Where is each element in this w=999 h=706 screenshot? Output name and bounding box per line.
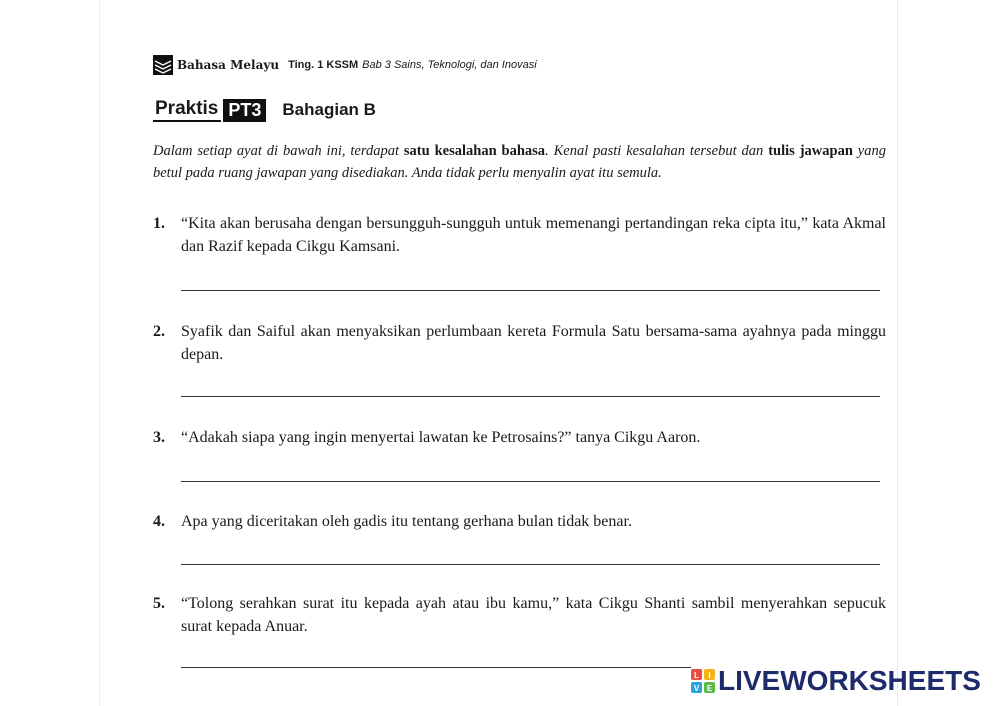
instructions: [153, 140, 886, 184]
answer-field-5[interactable]: [181, 667, 691, 668]
question-1: [153, 212, 886, 258]
answer-field-2[interactable]: [181, 396, 880, 397]
question-3: [153, 426, 886, 449]
question-number: 4.: [153, 513, 165, 530]
instructions-text: . Kenal pasti kesalahan tersebut dan: [545, 143, 769, 159]
instructions-emphasis: tulis jawapan: [768, 143, 853, 159]
pt3-badge: PT3: [223, 99, 266, 122]
question-number: 2.: [153, 323, 165, 340]
praktis-label: Praktis: [153, 98, 221, 122]
question-text: “Adakah siapa yang ingin menyertai lawatan ke Petrosains?” tanya Cikgu Aaron.: [181, 429, 701, 446]
book-title: Bahasa Melayu: [177, 58, 280, 72]
form-level: Ting. 1 KSSM: [288, 59, 359, 71]
liveworksheets-logo: [691, 667, 981, 695]
question-5: [153, 592, 886, 638]
bahagian-label: Bahagian B: [282, 100, 376, 119]
instructions-text: yang betul pada ruang jawapan yang disediakan. Anda tidak perlu menyalin ayat itu semula.: [153, 143, 886, 181]
book-icon: [153, 55, 173, 75]
question-text: “Tolong serahkan surat itu kepada ayah atau ibu kamu,” kata Cikgu Shanti sambil menyerahkan sepucuk surat kepada Anuar.: [181, 595, 886, 635]
liveworksheets-logo-text: LIVEWORKSHEETS: [718, 665, 981, 696]
question-text: “Kita akan berusaha dengan bersungguh-sungguh untuk memenangi pertandingan reka cipta itu,” kata Akmal dan Razif kepada Cikgu Kamsani.: [181, 215, 886, 255]
svg-text:V: V: [693, 684, 700, 693]
answer-field-1[interactable]: [181, 290, 880, 291]
book-header: [153, 53, 537, 77]
instructions-text: Dalam setiap ayat di bawah ini, terdapat: [153, 143, 404, 159]
instructions-emphasis: satu kesalahan bahasa: [403, 143, 546, 159]
answer-field-3[interactable]: [181, 481, 880, 482]
question-number: 1.: [153, 215, 165, 232]
question-2: [153, 320, 886, 366]
svg-text:L: L: [694, 671, 699, 680]
answer-field-4[interactable]: [181, 564, 880, 565]
section-heading: [153, 96, 376, 124]
question-number: 5.: [153, 595, 165, 612]
svg-text:I: I: [708, 671, 711, 680]
chapter-title: Bab 3 Sains, Teknologi, dan Inovasi: [362, 59, 537, 71]
svg-text:E: E: [706, 684, 713, 693]
question-text: Apa yang diceritakan oleh gadis itu tentang gerhana bulan tidak benar.: [181, 513, 632, 530]
question-number: 3.: [153, 429, 165, 446]
question-text: Syafik dan Saiful akan menyaksikan perlumbaan kereta Formula Satu bersama-sama ayahnya pada minggu depan.: [181, 323, 886, 363]
liveworksheets-logo-icon: [691, 669, 715, 693]
question-4: [153, 510, 886, 533]
